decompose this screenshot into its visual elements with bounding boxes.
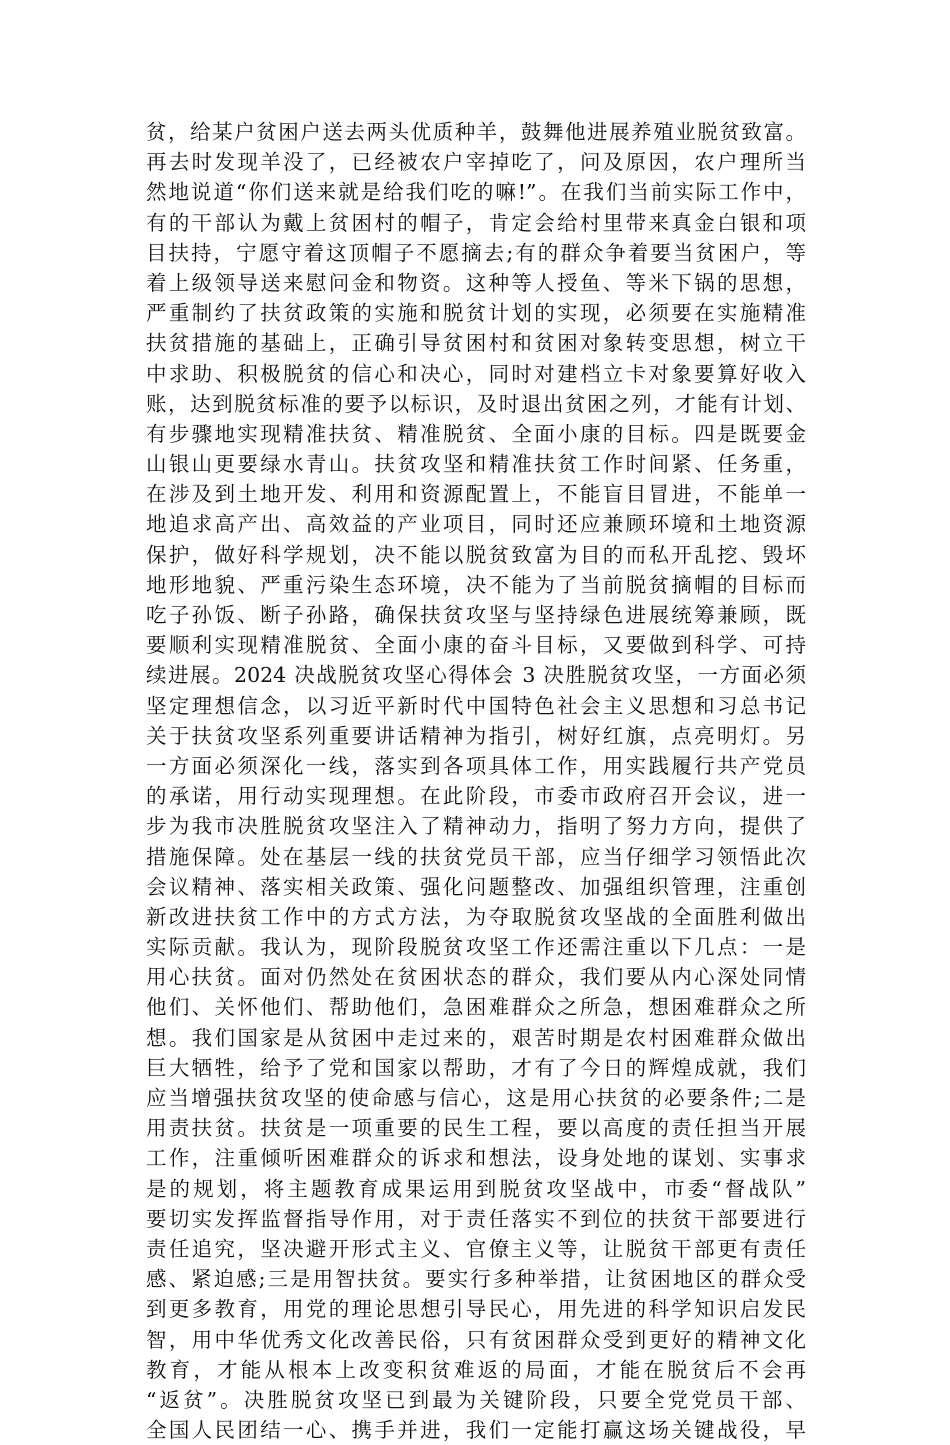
text-line: 巨大牺牲，给予了党和国家以帮助，才有了今日的辉煌成就，我们 <box>146 1055 806 1080</box>
body-text <box>146 117 806 1445</box>
text-line: 是的规划，将主题教育成果运用到脱贫攻坚战中，市委“督战队” <box>146 1176 806 1201</box>
text-line: 地追求高产出、高效益的产业项目，同时还应兼顾环境和土地资源 <box>146 512 806 537</box>
text-line: 的承诺，用行动实现理想。在此阶段，市委市政府召开会议，进一 <box>146 784 806 809</box>
text-line: 工作，注重倾听困难群众的诉求和想法，设身处地的谋划、实事求 <box>146 1146 806 1171</box>
text-line: 要顺利实现精准脱贫、全面小康的奋斗目标，又要做到科学、可持 <box>146 633 806 658</box>
text-line: 地形地貌、严重污染生态环境，决不能为了当前脱贫摘帽的目标而 <box>146 572 806 597</box>
text-line: 贫，给某户贫困户送去两头优质种羊，鼓舞他进展养殖业脱贫致富。 <box>146 120 806 144</box>
text-line: 严重制约了扶贫政策的实施和脱贫计划的实现，必须要在实施精准 <box>146 301 806 326</box>
text-line: 要切实发挥监督指导作用，对于责任落实不到位的扶贫干部要进行 <box>146 1206 806 1231</box>
text-line: 续进展。2024 决战脱贫攻坚心得体会 3 决胜脱贫攻坚，一方面必须 <box>146 663 806 688</box>
text-line: 教育，才能从根本上改变积贫难返的局面，才能在脱贫后不会再 <box>146 1357 806 1382</box>
text-line: 有的干部认为戴上贫困村的帽子，肯定会给村里带来真金白银和项 <box>146 210 806 235</box>
text-line: 实际贡献。我认为，现阶段脱贫攻坚工作还需注重以下几点：一是 <box>146 935 806 960</box>
text-line: 应当增强扶贫攻坚的使命感与信心，这是用心扶贫的必要条件;二是 <box>146 1086 806 1110</box>
text-line: 目扶持，宁愿守着这顶帽子不愿摘去;有的群众争着要当贫困户，等 <box>146 240 806 265</box>
text-line: 中求助、积极脱贫的信心和决心，同时对建档立卡对象要算好收入 <box>146 361 806 386</box>
text-line: 会议精神、落实相关政策、强化问题整改、加强组织管理，注重创 <box>146 874 806 899</box>
text-line: 保护，做好科学规划，决不能以脱贫致富为目的而私开乱挖、毁坏 <box>146 542 806 567</box>
text-line: 一方面必须深化一线，落实到各项具体工作，用实践履行共产党员 <box>146 753 806 778</box>
text-line: 扶贫措施的基础上，正确引导贫困村和贫困对象转变思想，树立干 <box>146 331 806 356</box>
text-line: 新改进扶贫工作中的方式方法，为夺取脱贫攻坚战的全面胜利做出 <box>146 904 806 929</box>
text-line: 山银山更要绿水青山。扶贫攻坚和精准扶贫工作时间紧、任务重， <box>146 452 806 477</box>
text-line: 有步骤地实现精准扶贫、精准脱贫、全面小康的目标。四是既要金 <box>146 421 806 446</box>
text-line: 全国人民团结一心、携手并进，我们一定能打赢这场关键战役，早 <box>146 1418 806 1443</box>
text-line: 关于扶贫攻坚系列重要讲话精神为指引，树好红旗，点亮明灯。另 <box>146 723 806 748</box>
text-line: 想。我们国家是从贫困中走过来的，艰苦时期是农村困难群众做出 <box>146 1025 806 1050</box>
text-line: 在涉及到土地开发、利用和资源配置上，不能盲目冒进，不能单一 <box>146 482 806 507</box>
text-line: 坚定理想信念，以习近平新时代中国特色社会主义思想和习总书记 <box>146 693 806 718</box>
text-line: 用心扶贫。面对仍然处在贫困状态的群众，我们要从内心深处同情 <box>146 965 806 990</box>
text-line: 智，用中华优秀文化改善民俗，只有贫困群众受到更好的精神文化 <box>146 1327 806 1352</box>
text-line: 用责扶贫。扶贫是一项重要的民生工程，要以高度的责任担当开展 <box>146 1116 806 1141</box>
text-line: 他们、关怀他们、帮助他们，急困难群众之所急，想困难群众之所 <box>146 995 806 1020</box>
text-line: 责任追究，坚决避开形式主义、官僚主义等，让脱贫干部更有责任 <box>146 1236 806 1261</box>
text-line: 账，达到脱贫标准的要予以标识，及时退出贫困之列，才能有计划、 <box>146 391 806 416</box>
text-line: “返贫”。决胜脱贫攻坚已到最为关键阶段，只要全党党员干部、 <box>146 1387 806 1412</box>
text-line: 然地说道“你们送来就是给我们吃的嘛!”。在我们当前实际工作中， <box>146 180 806 205</box>
text-line: 感、紧迫感;三是用智扶贫。要实行多种举措，让贫困地区的群众受 <box>146 1267 806 1292</box>
text-line: 到更多教育，用党的理论思想引导民心，用先进的科学知识启发民 <box>146 1297 806 1322</box>
text-line: 着上级领导送来慰问金和物资。这种等人授鱼、等米下锅的思想， <box>146 270 806 295</box>
text-line: 措施保障。处在基层一线的扶贫党员干部，应当仔细学习领悟此次 <box>146 844 806 869</box>
text-line: 步为我市决胜脱贫攻坚注入了精神动力，指明了努力方向，提供了 <box>146 814 806 839</box>
text-line: 吃子孙饭、断子孙路，确保扶贫攻坚与坚持绿色进展统筹兼顾，既 <box>146 603 806 627</box>
text-line: 再去时发现羊没了，已经被农户宰掉吃了，问及原因，农户理所当 <box>146 150 806 175</box>
